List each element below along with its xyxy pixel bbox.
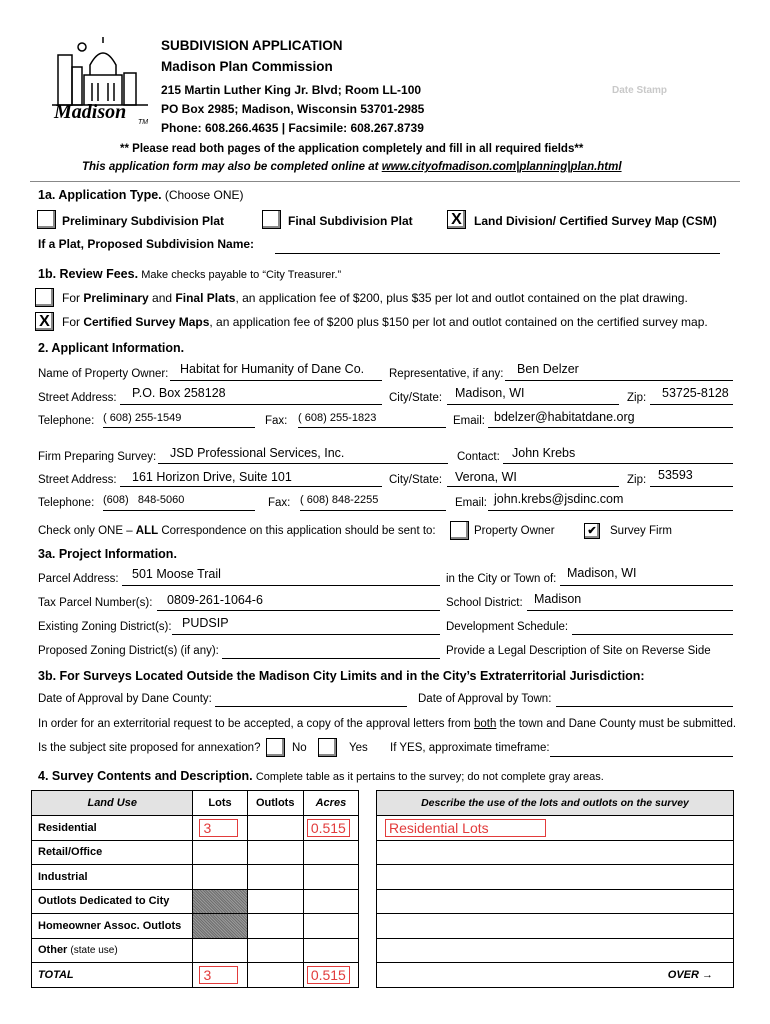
firm-city-field[interactable] [447, 486, 619, 487]
description-header: Describe the use of the lots and outlots on the survey [377, 791, 734, 816]
industrial-lots-cell[interactable] [193, 865, 247, 890]
parcel-address-label: Parcel Address: [38, 573, 119, 585]
homeowner-lots-cell-gray [193, 914, 247, 939]
owner-city-label: City/State: [389, 392, 443, 404]
section-2-heading: 2. Applicant Information. [38, 341, 185, 355]
town-approval-field[interactable] [556, 706, 733, 707]
school-district-value: Madison [534, 592, 582, 606]
proposed-zoning-label: Proposed Zoning District(s) (if any): [38, 645, 219, 657]
table-row [32, 938, 359, 963]
residential-lots-value: 3 [199, 819, 238, 837]
land-use-industrial: Industrial [32, 865, 193, 890]
owner-email-label: Email: [453, 415, 485, 427]
other-outlots-cell[interactable] [247, 938, 303, 963]
plat-fee-and: and [148, 291, 176, 305]
firm-email-label: Email: [455, 497, 487, 509]
development-schedule-field[interactable] [572, 634, 733, 635]
residential-acres-cell[interactable] [303, 816, 358, 841]
firm-email-value: john.krebs@jsdinc.com [494, 492, 624, 506]
tax-parcel-label: Tax Parcel Number(s): [38, 597, 153, 609]
outlots-city-outlots-cell[interactable] [247, 889, 303, 914]
description-row-cell[interactable] [377, 914, 734, 939]
land-use-retail: Retail/Office [32, 840, 193, 865]
correspondence-label [38, 525, 436, 537]
table-row [32, 889, 359, 914]
firm-telephone-value: (608) 848-5060 [103, 494, 185, 506]
firm-street-field[interactable] [120, 486, 382, 487]
land-use-header: Land Use [32, 791, 193, 816]
firm-zip-value: 53593 [658, 468, 693, 482]
section-1a-title: 1a. Application Type. [38, 188, 162, 202]
instructions-notice: ** Please read both pages of the application completely and fill in all required fields** [120, 143, 584, 155]
description-total-cell [377, 963, 734, 988]
correspondence-rest: Correspondence on this application should be sent to: [158, 525, 436, 537]
annexation-no-checkbox[interactable] [266, 738, 285, 757]
outlots-city-acres-cell[interactable] [303, 889, 358, 914]
owner-fax-number: 255-1823 [329, 412, 377, 424]
firm-street-value: 161 Horizon Drive, Suite 101 [132, 470, 292, 484]
firm-telephone-area: 608 [106, 494, 126, 506]
annexation-no-label: No [292, 742, 307, 754]
owner-zip-value: 53725-8128 [662, 386, 729, 400]
owner-telephone-field[interactable] [103, 427, 255, 428]
annexation-label: Is the subject site proposed for annexation? [38, 742, 261, 754]
lots-header: Lots [193, 791, 247, 816]
plat-name-label: If a Plat, Proposed Subdivision Name: [38, 237, 255, 251]
csm-fee-text [62, 315, 708, 329]
owner-street-field[interactable] [120, 404, 382, 405]
form-title: SUBDIVISION APPLICATION [161, 38, 343, 53]
land-use-total: TOTAL [32, 963, 193, 988]
industrial-acres-cell[interactable] [303, 865, 358, 890]
outlots-header: Outlots [247, 791, 303, 816]
industrial-outlots-cell[interactable] [247, 865, 303, 890]
dane-approval-label: Date of Approval by Dane County: [38, 693, 212, 705]
total-acres-value: 0.515 [307, 966, 350, 984]
dane-approval-field[interactable] [215, 706, 407, 707]
owner-zip-field[interactable] [650, 404, 733, 405]
csm-label: Land Division/ Certified Survey Map (CSM) [474, 214, 717, 228]
firm-telephone-label: Telephone: [38, 497, 95, 509]
form-subtitle: Madison Plan Commission [161, 59, 333, 74]
section-4-note: Complete table as it pertains to the survey; do not complete gray areas. [255, 771, 604, 783]
city-town-label: in the City or Town of: [446, 573, 557, 585]
extraterritorial-note-both: both [473, 718, 497, 730]
firm-zip-label: Zip: [627, 474, 647, 486]
correspondence-all: ALL [135, 525, 159, 537]
section-1b-note: Make checks payable to “City Treasurer.” [141, 269, 342, 281]
table-row [32, 840, 359, 865]
online-notice-text: This application form may also be completed online at [82, 161, 382, 173]
plat-fee-text [62, 291, 688, 305]
owner-street-value: P.O. Box 258128 [132, 386, 226, 400]
land-use-table [31, 790, 359, 988]
homeowner-outlots-cell[interactable] [247, 914, 303, 939]
office-phone: Phone: 608.266.4635 | Facsimile: 608.267.8739 [161, 121, 424, 135]
table-row [32, 963, 359, 988]
residential-outlots-cell[interactable] [247, 816, 303, 841]
land-use-homeowner-outlots: Homeowner Assoc. Outlots [32, 914, 193, 939]
property-owner-checkbox[interactable] [450, 521, 469, 540]
preliminary-plat-label: Preliminary Subdivision Plat [62, 214, 225, 228]
land-use-outlots-city: Outlots Dedicated to City [32, 889, 193, 914]
acres-header: Acres [303, 791, 358, 816]
section-4-title: 4. Survey Contents and Description. [38, 769, 253, 783]
description-residential-cell[interactable] [377, 816, 734, 841]
plat-fee-final: Final Plats [175, 291, 236, 305]
firm-city-value: Verona, WI [455, 470, 517, 484]
retail-acres-cell[interactable] [303, 840, 358, 865]
section-3b-heading: 3b. For Surveys Located Outside the Madison City Limits and in the City’s Extraterritorial Jurisdiction: [38, 669, 645, 683]
school-district-field[interactable] [527, 610, 733, 611]
csm-fee-checkbox[interactable]: X [35, 312, 54, 331]
section-4-heading [38, 769, 604, 783]
firm-street-label: Street Address: [38, 474, 117, 486]
total-lots-cell[interactable] [193, 963, 247, 988]
timeframe-label: If YES, approximate timeframe: [390, 742, 550, 754]
contact-label: Contact: [457, 451, 500, 463]
date-stamp-label: Date Stamp [612, 85, 668, 96]
owner-telephone-value: ( 608) 255-1549 [103, 412, 182, 424]
land-use-other-label: Other [38, 944, 68, 957]
existing-zoning-value: PUDSIP [182, 616, 229, 630]
section-1a-heading [38, 188, 244, 202]
mailing-address: PO Box 2985; Madison, Wisconsin 53701-2985 [161, 102, 425, 116]
total-outlots-cell[interactable] [247, 963, 303, 988]
firm-fax-field[interactable] [300, 510, 446, 511]
owner-zip-label: Zip: [627, 392, 647, 404]
owner-email-value: bdelzer@habitatdane.org [494, 410, 635, 424]
firm-fax-label: Fax: [268, 497, 291, 509]
csm-fee-for: For [62, 315, 84, 329]
proposed-zoning-field[interactable] [222, 658, 440, 659]
land-use-other-note: (state use) [70, 945, 118, 957]
section-3a-heading: 3a. Project Information. [38, 547, 177, 561]
owner-city-field[interactable] [447, 404, 619, 405]
owner-street-label: Street Address: [38, 392, 117, 404]
owner-fax-area: 608 [304, 412, 324, 424]
plat-fee-checkbox[interactable] [35, 288, 54, 307]
description-row-cell[interactable] [377, 865, 734, 890]
homeowner-acres-cell[interactable] [303, 914, 358, 939]
logo-wordmark: Madison [54, 101, 127, 123]
section-1b-heading [38, 267, 341, 281]
header-divider [30, 181, 740, 182]
owner-telephone-number: 255-1549 [134, 412, 182, 424]
online-form-link[interactable]: www.cityofmadison.com|planning|plan.html [381, 161, 622, 173]
preliminary-plat-checkbox[interactable] [37, 210, 56, 229]
property-owner-label: Property Owner [474, 525, 555, 537]
csm-fee-description: , an application fee of $200 plus $150 per lot and outlot contained on the certified survey map. [209, 315, 708, 329]
tax-parcel-value: 0809-261-1064-6 [167, 593, 263, 607]
firm-fax-area: 608 [306, 494, 326, 506]
correspondence-check-only: Check only ONE – [38, 525, 136, 537]
school-district-label: School District: [446, 597, 523, 609]
section-1a-note: (Choose ONE) [164, 188, 244, 202]
owner-fax-label: Fax: [265, 415, 288, 427]
timeframe-field[interactable] [550, 756, 733, 757]
table-row [32, 865, 359, 890]
capitol-building-icon [50, 35, 150, 110]
city-town-field[interactable] [560, 585, 733, 586]
owner-fax-field[interactable] [298, 427, 446, 428]
csm-fee-csm: Certified Survey Maps [83, 315, 210, 329]
town-approval-label: Date of Approval by Town: [418, 693, 552, 705]
other-acres-cell[interactable] [303, 938, 358, 963]
csm-checkbox[interactable]: X [447, 210, 466, 229]
description-row-cell[interactable] [377, 938, 734, 963]
extraterritorial-note [38, 718, 736, 730]
residential-acres-value: 0.515 [307, 819, 350, 837]
extraterritorial-note-b: the town and Dane County must be submitted. [496, 718, 737, 730]
owner-city-value: Madison, WI [455, 386, 525, 400]
land-use-other [32, 938, 193, 963]
firm-telephone-number: 848-5060 [137, 494, 185, 506]
owner-telephone-label: Telephone: [38, 415, 95, 427]
plat-fee-preliminary: Preliminary [83, 291, 149, 305]
final-plat-label: Final Subdivision Plat [288, 214, 413, 228]
plat-fee-for: For [62, 291, 84, 305]
final-plat-checkbox[interactable] [262, 210, 281, 229]
tax-parcel-field[interactable] [157, 610, 440, 611]
owner-fax-value: ( 608) 255-1823 [298, 412, 377, 424]
residential-lots-cell[interactable] [193, 816, 247, 841]
firm-label: Firm Preparing Survey: [38, 451, 157, 463]
firm-field[interactable] [158, 463, 448, 464]
contact-field[interactable] [503, 463, 733, 464]
description-row-cell[interactable] [377, 840, 734, 865]
firm-fax-number: 848-2255 [331, 494, 379, 506]
legal-description-note: Provide a Legal Description of Site on Reverse Side [446, 645, 711, 657]
firm-fax-value: ( 608) 848-2255 [300, 494, 379, 506]
over-label: OVER → [667, 968, 713, 981]
outlots-city-lots-cell-gray [193, 889, 247, 914]
retail-lots-cell[interactable] [193, 840, 247, 865]
representative-value: Ben Delzer [517, 362, 579, 376]
firm-city-label: City/State: [389, 474, 443, 486]
owner-telephone-area: 608 [109, 412, 129, 424]
plat-fee-description: , an application fee of $200, plus $35 per lot and outlot contained on the plat drawing. [235, 291, 688, 305]
owner-label: Name of Property Owner: [38, 368, 169, 380]
office-address: 215 Martin Luther King Jr. Blvd; Room LL-100 [161, 83, 422, 97]
firm-email-field[interactable] [488, 510, 733, 511]
firm-telephone-field[interactable] [103, 510, 255, 511]
parcel-address-value: 501 Moose Trail [132, 567, 221, 581]
plat-name-field[interactable] [275, 253, 720, 254]
representative-field[interactable] [505, 380, 733, 381]
table-row [32, 816, 359, 841]
annexation-yes-checkbox[interactable] [318, 738, 337, 757]
firm-zip-field[interactable] [650, 486, 733, 487]
annexation-yes-label: Yes [349, 742, 368, 754]
total-acres-cell[interactable] [303, 963, 358, 988]
existing-zoning-label: Existing Zoning District(s): [38, 621, 172, 633]
development-schedule-label: Development Schedule: [446, 621, 569, 633]
owner-email-field[interactable] [488, 427, 733, 428]
city-town-value: Madison, WI [567, 566, 637, 580]
extraterritorial-note-a: In order for an exterritorial request to be accepted, a copy of the approval letters from [38, 718, 474, 730]
city-logo [50, 35, 150, 130]
section-1b-title: 1b. Review Fees. [38, 267, 139, 281]
description-row-cell[interactable] [377, 889, 734, 914]
existing-zoning-field[interactable] [172, 634, 440, 635]
description-residential-value: Residential Lots [385, 819, 546, 837]
firm-value: JSD Professional Services, Inc. [170, 446, 345, 460]
description-table [376, 790, 734, 988]
other-lots-cell[interactable] [193, 938, 247, 963]
table-row [32, 914, 359, 939]
representative-label: Representative, if any: [389, 368, 504, 380]
survey-firm-checkbox[interactable]: ✔ [584, 523, 600, 539]
online-notice [82, 161, 622, 173]
contact-value: John Krebs [512, 446, 576, 460]
retail-outlots-cell[interactable] [247, 840, 303, 865]
survey-firm-label: Survey Firm [610, 525, 672, 537]
total-lots-value: 3 [199, 966, 238, 984]
owner-field[interactable] [170, 380, 382, 381]
owner-value: Habitat for Humanity of Dane Co. [180, 362, 365, 376]
parcel-address-field[interactable] [122, 585, 440, 586]
logo-trademark: TM [138, 119, 149, 126]
land-use-residential: Residential [32, 816, 193, 841]
